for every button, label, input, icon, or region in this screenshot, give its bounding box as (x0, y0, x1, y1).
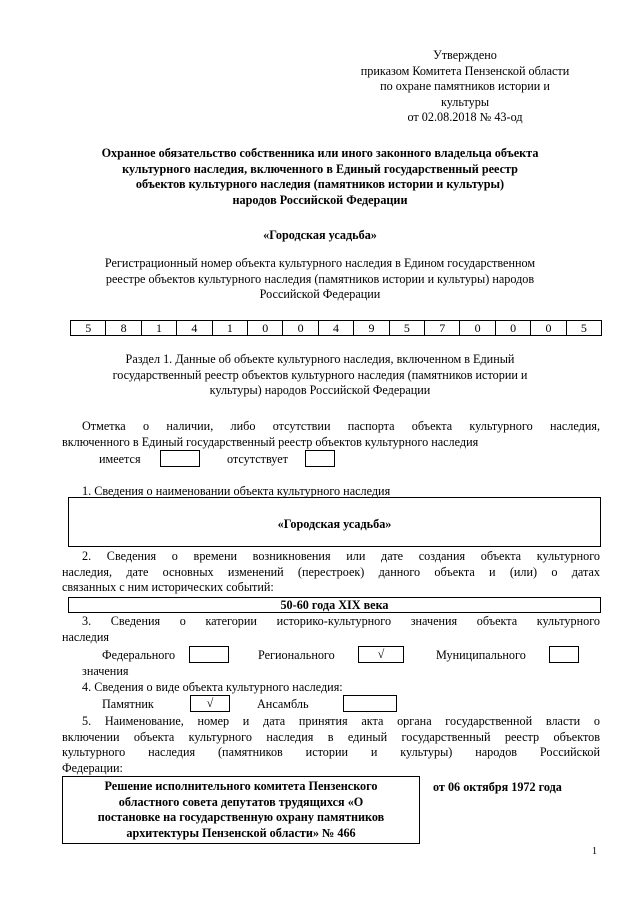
section-1-heading (40, 352, 600, 399)
passport-has-label: имеется (99, 452, 141, 466)
reg-line: Регистрационный номер объекта культурного наследия в Едином государственном (104, 256, 536, 270)
section-line: государственный реестр объектов культурного наследия (памятников истории и (112, 367, 528, 382)
reg-digit: 5 (580, 321, 587, 335)
passport-absent-label: отсутствует (227, 452, 288, 466)
reg-digit: 1 (142, 321, 177, 335)
item-5-line: 5. Наименование, номер и дата принятия акта органа государственной власти о (82, 714, 600, 728)
item-3-federal-checkbox[interactable] (189, 646, 229, 663)
item-5-line: Федерации: (62, 760, 123, 775)
reg-digit: 5 (71, 321, 106, 335)
item-2-line: связанных с ним исторических событий: (62, 580, 274, 594)
item-3-federal-label: Федерального (102, 648, 176, 662)
check-mark-icon: √ (206, 696, 214, 710)
reg-digit: 8 (106, 321, 141, 335)
reg-digit: 9 (354, 321, 389, 335)
title-line: Охранное обязательство собственника или иного законного владельца объекта (101, 146, 539, 160)
page-number: 1 (592, 846, 597, 857)
item-3-municipal-label: Муниципального (436, 648, 526, 662)
item-3-regional-label: Регионального (258, 648, 335, 662)
reg-line: Российской Федерации (259, 287, 381, 301)
item-3-text (62, 614, 600, 645)
object-name-heading: «Городская усадьба» (263, 228, 377, 242)
item-3-line: 3. Сведения о категории историко-культурного значения объекта культурного (82, 614, 600, 628)
item-5-line: культурного наследия (памятников истории и культуры) народов Российской (62, 745, 600, 759)
reg-number-label (40, 256, 600, 303)
item-2-text (62, 549, 600, 596)
reg-digit: 0 (531, 321, 566, 335)
passport-line: Отметка о наличии, либо отсутствии паспорта объекта культурного наследия, (82, 419, 600, 433)
reg-digit: 5 (390, 321, 425, 335)
reg-digit: 4 (319, 321, 354, 335)
passport-absent-checkbox[interactable] (305, 450, 335, 467)
title-line: объектов культурного наследия (памятников истории и культуры) (135, 177, 505, 191)
reg-digit: 7 (425, 321, 460, 335)
reg-digit: 4 (177, 321, 212, 335)
approval-line: Утверждено (433, 48, 497, 62)
item-3-regional-checkbox[interactable] (358, 646, 404, 663)
title-line: культурного наследия, включенного в Единый государственный реестр (122, 161, 518, 176)
approval-line: культуры (440, 94, 490, 109)
approval-line: от 02.08.2018 № 43-од (407, 110, 523, 124)
reg-digit: 0 (248, 321, 283, 335)
passport-has-checkbox[interactable] (160, 450, 200, 467)
item-3-municipal-checkbox[interactable] (549, 646, 579, 663)
reg-line: реестре объектов культурного наследия (памятников истории и культуры) народов (105, 271, 535, 286)
check-mark-icon: √ (377, 647, 385, 661)
item-4-ensemble-label: Ансамбль (257, 697, 309, 711)
item-1-label: 1. Сведения о наименовании объекта культурного наследия (82, 484, 391, 498)
act-line: Решение исполнительного комитета Пензенского (104, 779, 378, 793)
reg-digit: 1 (213, 321, 248, 335)
item-5-act-date: от 06 октября 1972 года (433, 780, 562, 794)
item-4-ensemble-checkbox[interactable] (343, 695, 397, 712)
section-line: культуры) народов Российской Федерации (209, 383, 431, 397)
item-5-line: включении объекта культурного наследия в единый государственный реестр объектов (62, 729, 600, 744)
item-4-monument-checkbox[interactable] (190, 695, 230, 712)
reg-digit: 0 (460, 321, 495, 335)
item-2-value: 50-60 года XIX века (68, 597, 601, 613)
reg-digit: 0 (496, 321, 531, 335)
item-4-monument-label: Памятник (102, 697, 154, 711)
title-line: народов Российской Федерации (232, 192, 408, 207)
act-line: постановке на государственную охрану памятников (97, 810, 385, 824)
item-2-line: 2. Сведения о времени возникновения или дате создания объекта культурного (82, 549, 600, 563)
passport-line: включенного в Единый государственный реестр объектов культурного наследия (62, 434, 479, 449)
item-4-label: 4. Сведения о виде объекта культурного наследия: (82, 680, 343, 694)
item-3-line: наследия (62, 629, 110, 644)
approval-line: приказом Комитета Пензенской области (360, 63, 570, 78)
section-line: Раздел 1. Данные об объекте культурного наследия, включенном в Единый (125, 352, 515, 366)
approval-line: по охране памятников истории и (380, 79, 550, 93)
item-1-value-box (68, 497, 601, 547)
reg-digit: 0 (283, 321, 318, 335)
passport-text (62, 419, 600, 450)
item-2-line: наследия, дате основных изменений (перестроек) данного объекта и (или) о датах (62, 564, 600, 579)
item-5-text (62, 714, 600, 776)
document-title (40, 146, 600, 208)
act-line: архитектуры Пензенской области» № 466 (126, 825, 356, 840)
item-5-act-box (62, 776, 420, 844)
reg-number-grid (70, 320, 602, 336)
item-3-significance-label: значения (82, 664, 129, 678)
act-line: областного совета депутатов трудящихся «О (118, 794, 364, 809)
item-1-value: «Городская усадьба» (277, 517, 392, 531)
approval-block (330, 48, 600, 126)
